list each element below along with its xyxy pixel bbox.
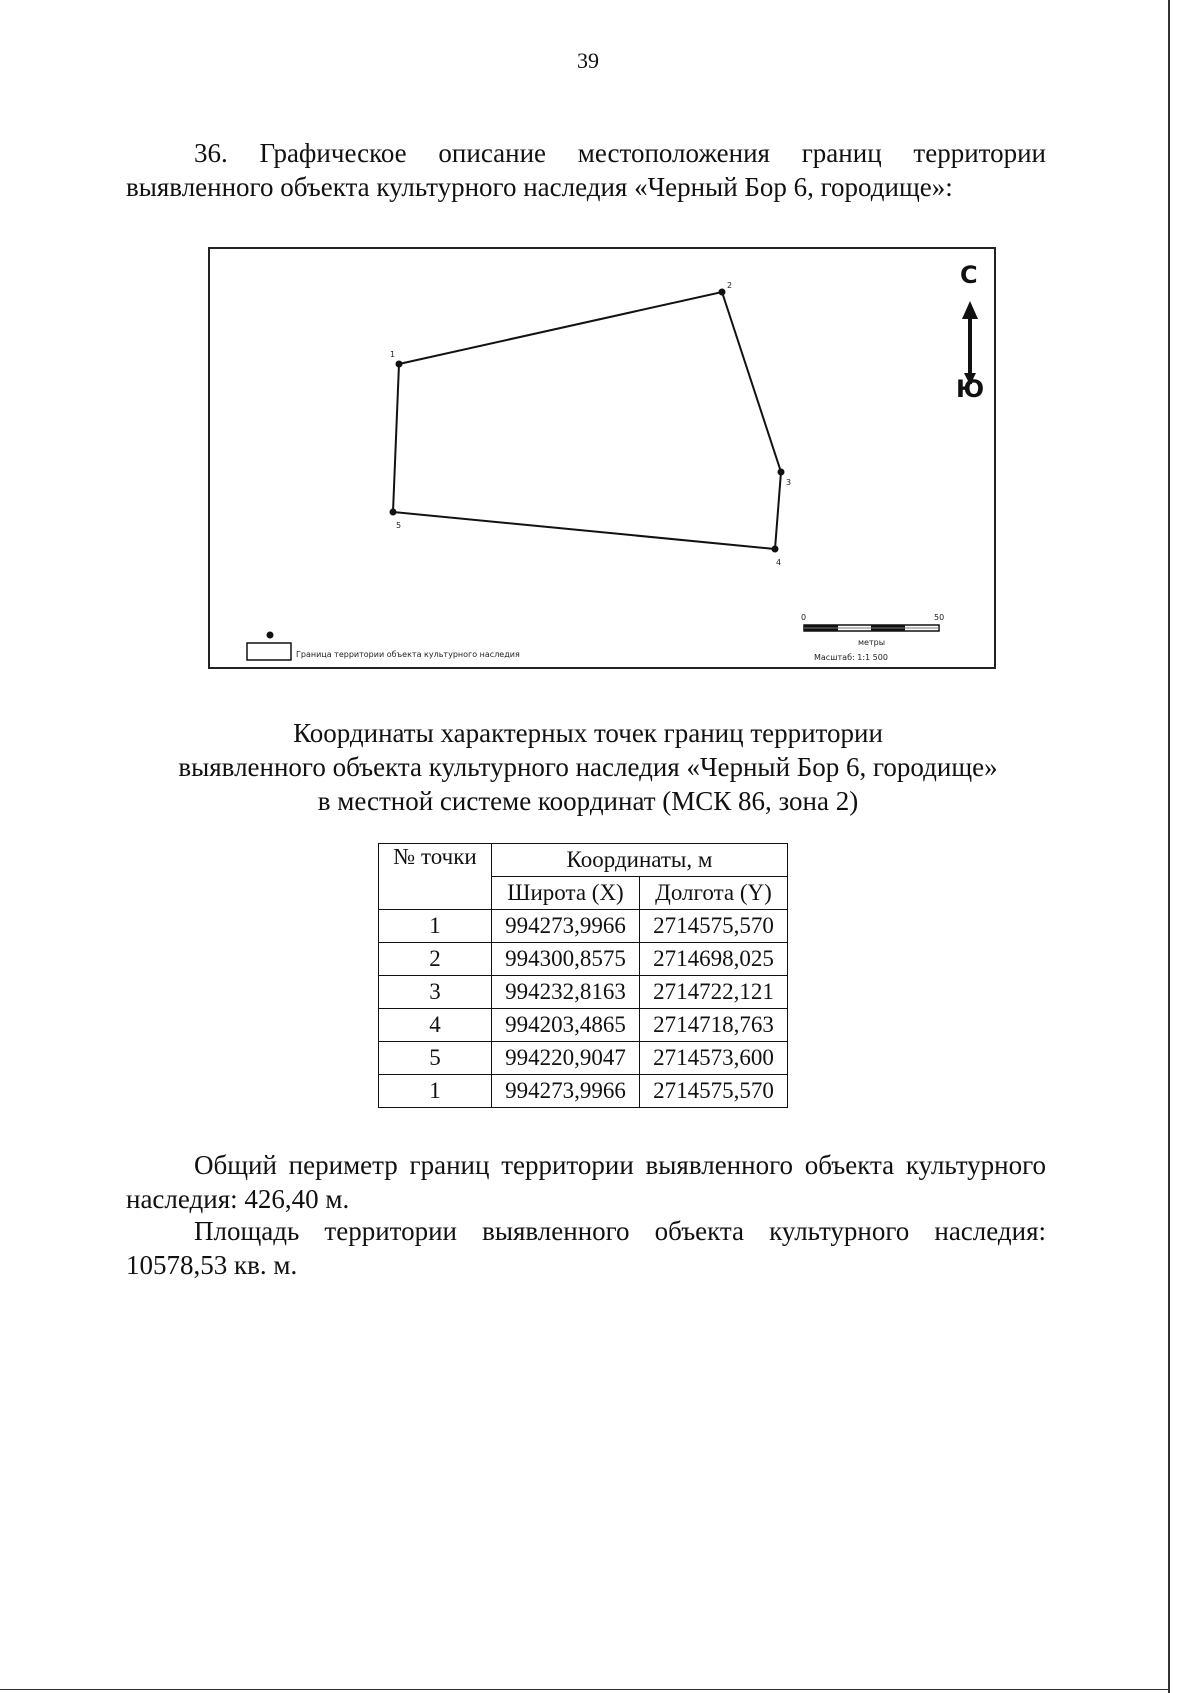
longitude-value: 2714575,570 — [640, 910, 788, 943]
boundary-map-canvas — [210, 249, 994, 667]
boundary-map — [208, 247, 996, 669]
coordinates-title-line1: Координаты характерных точек границ территории — [293, 718, 883, 748]
boundary-vertex-2 — [719, 281, 733, 296]
coordinates-title-line2: выявленного объекта культурного наследия «Черный Бор 6, городище» — [178, 752, 998, 782]
coordinates-title — [0, 716, 1176, 818]
point-number: 4 — [379, 1009, 492, 1042]
scan-edge-bottom — [0, 1689, 1170, 1690]
legend-vertex-marker — [267, 632, 274, 639]
legend-swatch — [247, 643, 291, 660]
point-number: 1 — [379, 910, 492, 943]
table-row — [379, 910, 788, 943]
vertex-marker — [719, 289, 726, 296]
longitude-value: 2714575,570 — [640, 1075, 788, 1108]
latitude-value: 994232,8163 — [492, 976, 640, 1009]
table-row — [379, 1042, 788, 1075]
table-row — [379, 943, 788, 976]
longitude-header: Долгота (Y) — [640, 877, 788, 910]
latitude-header: Широта (X) — [492, 877, 640, 910]
coordinates-table — [378, 843, 788, 1108]
table-header-row — [379, 844, 788, 877]
point-number: 1 — [379, 1075, 492, 1108]
point-number-header: № точки — [379, 844, 492, 910]
point-number: 3 — [379, 976, 492, 1009]
perimeter-paragraph: Общий периметр границ территории выявленного объекта культурного наследия: 426,40 м. — [126, 1150, 1046, 1214]
longitude-value: 2714698,025 — [640, 943, 788, 976]
vertex-label: 1 — [390, 350, 396, 359]
compass-north-label: С — [960, 261, 978, 289]
point-number: 2 — [379, 943, 492, 976]
boundary-vertex-1 — [390, 350, 403, 368]
boundary-polygon — [393, 292, 781, 549]
scale-text: Масштаб: 1:1 500 — [814, 653, 888, 662]
page-number: 39 — [577, 48, 599, 73]
longitude-value: 2714573,600 — [640, 1042, 788, 1075]
vertex-marker — [390, 509, 397, 516]
section-heading: 36. Графическое описание местоположения границ территории выявленного объекта культурного наследия «Черный Бор 6, городище»: — [126, 138, 1046, 202]
scan-edge-right — [1168, 0, 1170, 1693]
longitude-value: 2714718,763 — [640, 1009, 788, 1042]
coordinates-title-line3: в местной системе координат (МСК 86, зона 2) — [317, 786, 859, 816]
boundary-vertex-4 — [772, 546, 782, 568]
latitude-value: 994300,8575 — [492, 943, 640, 976]
compass-south-label: Ю — [956, 375, 985, 403]
vertex-marker — [772, 546, 779, 553]
north-arrow-icon — [962, 301, 978, 385]
point-number: 5 — [379, 1042, 492, 1075]
vertex-marker — [396, 361, 403, 368]
vertex-label: 3 — [786, 478, 792, 487]
latitude-value: 994273,9966 — [492, 1075, 640, 1108]
latitude-value: 994220,9047 — [492, 1042, 640, 1075]
scale-bar — [801, 613, 944, 662]
scale-bar-end: 50 — [934, 613, 945, 622]
table-row — [379, 1075, 788, 1108]
map-legend — [247, 632, 520, 661]
area-paragraph: Площадь территории выявленного объекта культурного наследия: 10578,53 кв. м. — [126, 1216, 1046, 1280]
vertex-label: 5 — [396, 521, 402, 530]
scale-bar-start: 0 — [801, 613, 807, 622]
scale-bar-unit: метры — [858, 638, 886, 647]
table-row — [379, 976, 788, 1009]
coordinates-header: Координаты, м — [492, 844, 788, 877]
legend-label: Граница территории объекта культурного наследия — [296, 650, 520, 659]
vertex-marker — [778, 469, 785, 476]
vertex-label: 2 — [727, 281, 733, 290]
longitude-value: 2714722,121 — [640, 976, 788, 1009]
latitude-value: 994273,9966 — [492, 910, 640, 943]
table-row — [379, 1009, 788, 1042]
vertex-label: 4 — [776, 558, 782, 567]
latitude-value: 994203,4865 — [492, 1009, 640, 1042]
